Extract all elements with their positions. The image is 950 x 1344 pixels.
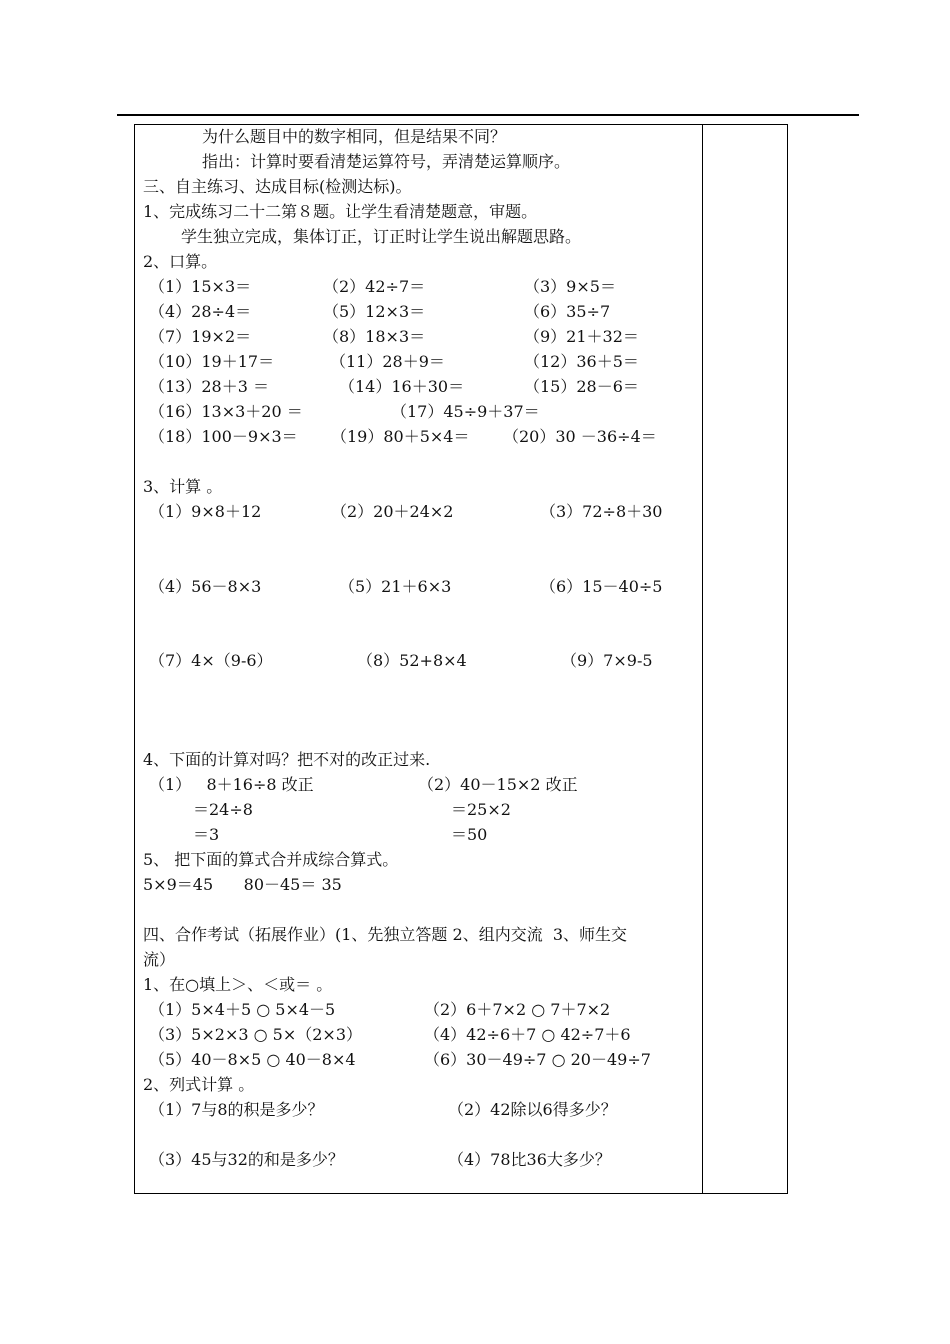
calc-heading: 3、计算 。 [143, 477, 223, 496]
section-four-heading-cont: 流） [143, 950, 176, 969]
section-four-heading: 四、合作考试（拓展作业）(1、先独立答题 2、组内交流 3、师生交 [143, 925, 628, 944]
oral-item: （5）12×3＝ [323, 302, 426, 321]
oral-item: （11）28＋9＝ [330, 352, 445, 371]
table-column-divider [702, 124, 703, 1194]
compare-item: （5）40－8×5 ○ 40－8×4 [149, 1050, 356, 1069]
correction-2-problem: （2）40－15×2 改正 [418, 775, 578, 794]
oral-item: （4）28÷4＝ [149, 302, 252, 321]
correction-heading: 4、下面的计算对吗？把不对的改正过来. [143, 750, 431, 769]
section-three-heading: 三、自主练习、达成目标(检测达标)。 [143, 177, 412, 196]
exercise-1-line: 1、完成练习二十二第８题。让学生看清楚题意，审题。 [143, 202, 538, 221]
oral-item: （18）100－9×3＝ [149, 427, 298, 446]
correction-1-step: ＝3 [193, 825, 220, 844]
calc-item: （7）4×（9-6） [149, 651, 273, 670]
calc-item: （6）15－40÷5 [540, 577, 663, 596]
correction-1-step: ＝24÷8 [193, 800, 253, 819]
oral-item: （15）28－6＝ [524, 377, 639, 396]
oral-item: （3）9×5＝ [524, 277, 616, 296]
oral-item: （7）19×2＝ [149, 327, 252, 346]
word-problem: （4）78比36大多少？ [448, 1150, 611, 1169]
oral-item: （12）36＋5＝ [524, 352, 639, 371]
calc-item: （2）20＋24×2 [331, 502, 454, 521]
word-problem: （2）42除以6得多少？ [448, 1100, 617, 1119]
calc-item: （9）7×9-5 [561, 651, 653, 670]
calc-item: （3）72÷8＋30 [540, 502, 663, 521]
exercise-1-note: 学生独立完成，集体订正，订正时让学生说出解题思路。 [181, 227, 582, 246]
oral-item: （6）35÷7 [524, 302, 611, 321]
correction-2-step: ＝25×2 [451, 800, 511, 819]
oral-item: （1）15×3＝ [149, 277, 252, 296]
oral-item: （10）19＋17＝ [149, 352, 275, 371]
oral-calc-heading: 2、口算。 [143, 252, 218, 271]
combine-equations: 5×9＝45 80－45＝ 35 [143, 875, 342, 894]
word-problem: （3）45与32的和是多少？ [149, 1150, 344, 1169]
word-problem: （1）7与8的积是多少？ [149, 1100, 324, 1119]
calc-item: （1）9×8＋12 [149, 502, 262, 521]
correction-2-step: ＝50 [451, 825, 488, 844]
header-rule [117, 114, 859, 116]
oral-item: （2）42÷7＝ [323, 277, 426, 296]
compare-heading: 1、在○填上＞、＜或＝ 。 [143, 975, 333, 994]
compare-item: （1）5×4＋5 ○ 5×4－5 [149, 1000, 336, 1019]
calc-item: （4）56－8×3 [149, 577, 262, 596]
oral-item: （13）28＋3 ＝ [149, 377, 269, 396]
word-problem-heading: 2、列式计算 。 [143, 1075, 255, 1094]
oral-item: （8）18×3＝ [323, 327, 426, 346]
calc-item: （5）21＋6×3 [339, 577, 452, 596]
oral-item: （16）13×3＋20 ＝ [149, 402, 303, 421]
oral-item: （14）16＋30＝ [339, 377, 465, 396]
point-out-line: 指出：计算时要看清楚运算符号，弄清楚运算顺序。 [202, 152, 571, 171]
oral-item: （19）80＋5×4＝ [331, 427, 470, 446]
oral-item: （17）45÷9＋37＝ [391, 402, 540, 421]
compare-item: （2）6＋7×2 ○ 7＋7×2 [424, 1000, 611, 1019]
calc-item: （8）52+8×4 [357, 651, 467, 670]
compare-item: （4）42÷6＋7 ○ 42÷7＋6 [424, 1025, 631, 1044]
correction-1-problem: （1） 8＋16÷8 改正 [149, 775, 314, 794]
oral-item: （20）30 －36÷4＝ [503, 427, 657, 446]
compare-item: （3）5×2×3 ○ 5×（2×3） [149, 1025, 363, 1044]
question-line: 为什么题目中的数字相同，但是结果不同？ [202, 127, 507, 146]
compare-item: （6）30－49÷7 ○ 20－49÷7 [424, 1050, 651, 1069]
oral-item: （9）21＋32＝ [524, 327, 639, 346]
combine-heading: 5、 把下面的算式合并成综合算式。 [143, 850, 399, 869]
